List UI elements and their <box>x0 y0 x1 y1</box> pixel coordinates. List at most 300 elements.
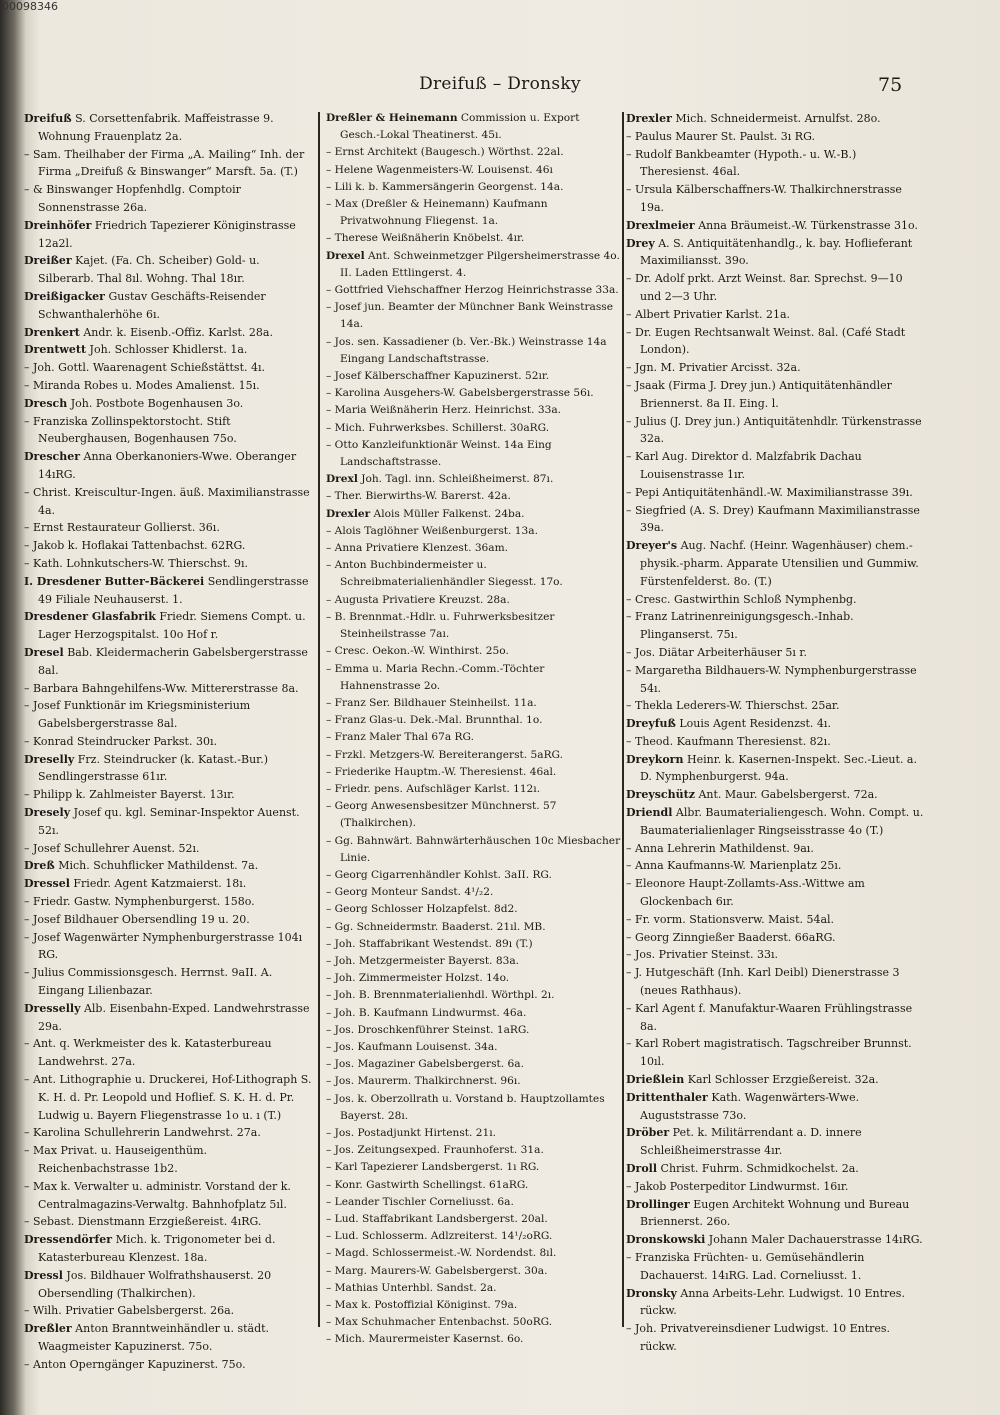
directory-entry <box>326 1159 622 1176</box>
directory-entry <box>326 1125 622 1142</box>
directory-entry <box>24 929 314 965</box>
directory-entry <box>326 1056 622 1073</box>
entry-details: Ant. Schweinmetzger Pilgersheimerstrasse 4o. II. Laden Ettlingerst. 4. <box>340 249 620 279</box>
directory-entry <box>24 146 314 182</box>
entry-details: – Anna Privatiere Klenzest. 36am. <box>326 542 509 555</box>
entry-details: Alois Müller Falkenst. 24ba. <box>373 507 525 520</box>
entry-surname: Dressl <box>24 1268 63 1282</box>
entry-surname: Dressendörfer <box>24 1233 113 1247</box>
directory-entry <box>24 395 314 413</box>
entry-surname: Drenkert <box>24 325 80 339</box>
entry-surname: Drexlmeier <box>626 218 695 232</box>
entry-details: – Lud. Staffabrikant Landsbergerst. 20al. <box>326 1213 548 1225</box>
directory-entry <box>626 413 924 449</box>
directory-entry <box>626 591 924 609</box>
entry-surname: Dreßler <box>24 1322 72 1336</box>
entry-details: – Georg Schlosser Holzapfelst. 8d2. <box>326 903 518 916</box>
directory-entry <box>626 644 924 662</box>
directory-entry <box>326 248 622 282</box>
entry-details: – Jgn. M. Privatier Arcisst. 32a. <box>626 361 801 375</box>
entry-surname: Drießlein <box>626 1073 685 1087</box>
entry-details: Anna Arbeits-Lehr. Ludwigst. 10 Entres. rückw. <box>640 1286 905 1318</box>
directory-entry <box>326 1177 622 1194</box>
directory-entry <box>326 987 622 1004</box>
directory-entry <box>326 781 622 798</box>
directory-entry <box>326 936 622 953</box>
directory-entry <box>326 1194 622 1211</box>
entry-details: A. S. Antiquitätenhandlg., k. bay. Hoflieferant Maximiliansst. 39o. <box>640 236 913 268</box>
directory-entry <box>24 537 314 555</box>
entry-details: – Jakob k. Hoflakai Tattenbachst. 62RG. <box>24 539 246 553</box>
directory-entry <box>326 1228 622 1245</box>
entry-details: Johann Maler Dachauerstrasse 14ıRG. <box>708 1233 923 1247</box>
entry-details: – Gg. Bahnwärt. Bahnwärterhäuschen 10c Miesbacher Linie. <box>326 834 621 864</box>
entry-surname: Dresel <box>24 645 64 659</box>
entry-details: – Jsaak (Firma J. Drey jun.) Antiquitätenhändler Briennerst. 8a II. Eing. l. <box>626 378 892 410</box>
entry-details: – Helene Wagenmeisters-W. Louisenst. 46ı <box>326 163 553 176</box>
entry-details: – Franz Maler Thal 67a RG. <box>326 731 474 744</box>
entry-details: Gustav Geschäfts-Reisender Schwanthalerhöhe 6ı. <box>38 289 266 321</box>
directory-entry <box>626 502 924 538</box>
directory-entry <box>326 162 622 179</box>
entry-details: – Miranda Robes u. Modes Amalienst. 15ı. <box>24 378 260 392</box>
entry-details: – Karl Agent f. Manufaktur-Waaren Frühlingstrasse 8a. <box>626 1001 913 1033</box>
entry-surname: I. Dresdener Butter-Bäckerei <box>24 574 205 588</box>
entry-details: – Pepi Antiquitätenhändl.-W. Maximilianstrasse 39ı. <box>626 485 913 499</box>
entry-details: Joh. Schlosser Khidlerst. 1a. <box>89 343 248 357</box>
entry-details: – Max Schuhmacher Entenbachst. 50oRG. <box>326 1316 553 1329</box>
directory-entry <box>326 523 622 540</box>
entry-details: – Jos. Droschkenführer Steinst. 1aRG. <box>326 1023 530 1036</box>
entry-details: Joh. Postbote Bogenhausen 3o. <box>70 396 244 410</box>
entry-details: Friedr. Siemens Compt. u. Lager Herzogspitalst. 10o Hof r. <box>38 610 306 642</box>
directory-entry <box>326 764 622 781</box>
entry-details: Kajet. (Fa. Ch. Scheiber) Gold- u. Silberarb. Thal 8ıl. Wohng. Thal 18ır. <box>38 254 260 286</box>
directory-entry <box>326 643 622 660</box>
directory-entry <box>326 488 622 505</box>
directory-entry <box>326 884 622 901</box>
entry-details: – Jos. Postadjunkt Hirtenst. 21ı. <box>326 1126 497 1139</box>
directory-entry <box>326 661 622 695</box>
directory-entry <box>24 1000 314 1036</box>
directory-entry <box>626 1035 924 1071</box>
entry-details: Mich. k. Trigonometer bei d. Katasterbureau Klenzest. 18a. <box>38 1233 276 1264</box>
directory-entry <box>24 804 314 840</box>
entry-details: – Margaretha Bildhauers-W. Nymphenburgerstrasse 54ı. <box>626 663 917 695</box>
entry-surname: Drollinger <box>626 1197 690 1211</box>
directory-entry <box>24 1035 314 1071</box>
entry-details: – Joh. B. Brennmaterialienhdl. Wörthpl. 2ı. <box>326 989 555 1002</box>
directory-entry <box>326 385 622 402</box>
directory-entry <box>326 1211 622 1228</box>
entry-details: – Sam. Theilhaber der Firma „A. Mailing“ Inh. der Firma „Dreifuß & Binswanger“ Marsft. 5a. (T.) <box>24 147 305 179</box>
directory-entry <box>326 110 622 144</box>
directory-entry <box>626 662 924 698</box>
entry-details: – Karl Aug. Direktor d. Malzfabrik Dachau Louisenstrasse 1ır. <box>626 450 862 481</box>
entry-details: – Georg Zinngießer Baaderst. 66aRG. <box>626 930 836 944</box>
entry-details: – Konr. Gastwirth Schellingst. 61aRG. <box>326 1178 529 1191</box>
entry-details: – Karolina Ausgehers-W. Gabelsbergerstrasse 56ı. <box>326 387 594 400</box>
entry-details: Anna Oberkanoniers-Wwe. Oberanger 14ıRG. <box>38 450 297 481</box>
directory-entry <box>626 1231 924 1249</box>
directory-entry <box>326 729 622 746</box>
page-number: 75 <box>878 74 903 96</box>
entry-details: – Siegfried (A. S. Drey) Kaufmann Maximilianstrasse 39a. <box>626 503 920 535</box>
entry-details: – Augusta Privatiere Kreuzst. 28a. <box>326 593 510 606</box>
directory-entry <box>326 471 622 488</box>
entry-details: – Franz Ser. Bildhauer Steinheilst. 11a. <box>326 696 537 709</box>
entry-details: – Gottfried Viehschaffner Herzog Heinrichstrasse 33a. <box>326 284 619 297</box>
entry-details: – Fr. vorm. Stationsverw. Maist. 54al. <box>626 912 835 926</box>
directory-entry <box>24 1320 314 1356</box>
directory-entry <box>24 786 314 804</box>
entry-details: – Josef Wagenwärter Nymphenburgerstrasse 104ı RG. <box>24 930 303 962</box>
entry-details: Friedrich Tapezierer Königinstrasse 12a2l. <box>38 218 296 250</box>
running-title: Dreifuß – Dronsky <box>419 74 581 94</box>
directory-entry <box>626 110 924 128</box>
entry-details: – Josef jun. Beamter der Münchner Bank Weinstrasse 14a. <box>326 301 614 331</box>
entry-surname: Dreselly <box>24 752 75 766</box>
directory-entry <box>326 867 622 884</box>
directory-entry <box>626 911 924 929</box>
entry-details: – Karl Robert magistratisch. Tagschreiber Brunnst. 10ıl. <box>626 1037 912 1069</box>
directory-entry <box>24 733 314 751</box>
directory-entry <box>626 804 924 840</box>
entry-details: – Friedr. pens. Aufschläger Karlst. 112ı. <box>326 782 541 795</box>
directory-entry <box>326 901 622 918</box>
directory-entry <box>626 697 924 715</box>
directory-entry <box>24 252 314 288</box>
directory-entry <box>626 929 924 947</box>
entry-surname: Drey <box>626 236 655 250</box>
directory-entry <box>24 1231 314 1267</box>
directory-entry <box>24 644 314 680</box>
entry-details: Mich. Schneidermeist. Arnulfst. 28o. <box>675 112 881 125</box>
entry-details: Alb. Eisenbahn-Exped. Landwehrstrasse 29a. <box>38 1001 310 1033</box>
directory-entry <box>326 144 622 161</box>
directory-entry <box>24 341 314 359</box>
directory-entry <box>24 857 314 875</box>
entry-details: Aug. Nachf. (Heinr. Wagenhäuser) chem.-physik.-pharm. Apparate Utensilien und Gummiw. Fürstenfelderst. 8o. (T.) <box>640 539 919 588</box>
entry-details: – Dr. Eugen Rechtsanwalt Weinst. 8al. (Café Stadt London). <box>626 325 906 357</box>
directory-entry <box>24 1213 314 1231</box>
entry-details: Josef qu. kgl. Seminar-Inspektor Auenst. 52ı. <box>38 806 300 837</box>
directory-entry <box>24 680 314 698</box>
directory-entry <box>626 1071 924 1089</box>
entry-details: – Josef Funktionär im Kriegsministerium Gabelsbergerstrasse 8al. <box>24 699 251 731</box>
directory-entry <box>24 840 314 858</box>
entry-surname: Drescher <box>24 450 81 464</box>
entry-details: – Anna Kaufmanns-W. Marienplatz 25ı. <box>626 859 842 873</box>
directory-entry <box>626 1285 924 1321</box>
directory-entry <box>626 1089 924 1125</box>
entry-surname: Drittenthaler <box>626 1090 708 1104</box>
entry-details: Pet. k. Militärrendant a. D. innere Schleißheimerstrasse 4ır. <box>640 1126 862 1158</box>
directory-entry <box>326 1039 622 1056</box>
directory-entry <box>326 179 622 196</box>
directory-entry <box>326 712 622 729</box>
entry-details: Albr. Baumaterialiengesch. Wohn. Compt. u. Baumaterialienlager Ringseisstrasse 4o (T.) <box>640 806 924 837</box>
directory-entry <box>326 540 622 557</box>
directory-entry <box>326 1142 622 1159</box>
entry-details: – Emma u. Maria Rechn.-Comm.-Töchter Hahnenstrasse 2o. <box>326 662 545 692</box>
entry-details: – Lili k. b. Kammersängerin Georgenst. 14a. <box>326 180 564 193</box>
directory-entry <box>626 128 924 146</box>
entry-details: – Jakob Posterpeditor Lindwurmst. 16ır. <box>626 1179 849 1193</box>
entry-details: – Max k. Postoffizial Königinst. 79a. <box>326 1299 518 1312</box>
directory-entry <box>626 448 924 484</box>
entry-details: – Lud. Schlosserm. Adlzreiterst. 14¹/₂oRG. <box>326 1230 553 1243</box>
directory-entry <box>24 413 314 449</box>
directory-entry <box>326 798 622 832</box>
entry-details: Frz. Steindrucker (k. Katast.-Bur.) Sendlingerstrasse 61ır. <box>38 752 268 784</box>
entry-details: – Georg Anwesensbesitzer Münchnerst. 57 (Thalkirchen). <box>326 800 557 830</box>
entry-details: – Leander Tischler Corneliusst. 6a. <box>326 1195 514 1208</box>
entry-details: – J. Hutgeschäft (Inh. Karl Deibl) Dienerstrasse 3 (neues Rathhaus). <box>626 966 900 998</box>
directory-entry <box>24 1302 314 1320</box>
directory-entry <box>326 1297 622 1314</box>
directory-entry <box>24 484 314 520</box>
directory-entry <box>326 402 622 419</box>
entry-surname: Dreyfuß <box>626 717 676 731</box>
entry-surname: Dreyer's <box>626 539 678 553</box>
entry-details: – Joh. B. Kaufmann Lindwurmst. 46a. <box>326 1006 527 1019</box>
directory-entry <box>24 964 314 1000</box>
page-id: 00098346 <box>2 0 58 13</box>
entry-details: – Mich. Maurermeister Kasernst. 6o. <box>326 1333 524 1346</box>
entry-details: – Gg. Schneidermstr. Baaderst. 21ıl. MB. <box>326 920 546 933</box>
entry-details: – Jos. Privatier Steinst. 33ı. <box>626 948 778 962</box>
directory-entry <box>326 1331 622 1348</box>
entry-details: Jos. Bildhauer Wolfrathshauserst. 20 Obersendling (Thalkirchen). <box>38 1268 272 1300</box>
directory-entry <box>326 592 622 609</box>
entry-details: – Ernst Architekt (Baugesch.) Wörthst. 22al. <box>326 146 564 159</box>
entry-details: Ant. Maur. Gabelsbergerst. 72a. <box>698 788 878 802</box>
directory-entry <box>626 146 924 182</box>
directory-entry <box>326 368 622 385</box>
entry-details: – Konrad Steindrucker Parkst. 30ı. <box>24 734 217 748</box>
directory-entry <box>326 420 622 437</box>
directory-entry <box>626 484 924 502</box>
directory-entry <box>626 786 924 804</box>
entry-details: – Karl Tapezierer Landsbergerst. 1ı RG. <box>326 1161 540 1174</box>
directory-entry <box>326 282 622 299</box>
directory-entry <box>626 733 924 751</box>
entry-details: – Anna Lehrerin Mathildenst. 9aı. <box>626 841 814 855</box>
entry-details: – Philipp k. Zahlmeister Bayerst. 13ır. <box>24 788 235 802</box>
entry-surname: Dressel <box>24 877 70 891</box>
entry-details: Sendlingerstrasse 49 Filiale Neuhauserst. 1. <box>38 574 309 606</box>
directory-entry <box>24 893 314 911</box>
directory-entry <box>626 946 924 964</box>
directory-entry <box>626 270 924 306</box>
directory-entry <box>626 875 924 911</box>
entry-details: – Ant. Lithographie u. Druckerei, Hof-Lithograph S. K. H. d. Pr. Leopold und Hoflief. S. K. H. d. Pr. Ludwig u. Bayern Fliegenstrasse 1o u. ı (T.) <box>24 1073 312 1122</box>
entry-details: Andr. k. Eisenb.-Offiz. Karlst. 28a. <box>83 325 273 339</box>
entry-details: Anna Bräumeist.-W. Türkenstrasse 31o. <box>698 218 918 232</box>
entry-details: – Thekla Lederers-W. Thierschst. 25ar. <box>626 699 840 713</box>
entry-details: Christ. Fuhrm. Schmidkochelst. 2a. <box>660 1162 859 1176</box>
directory-entry <box>24 448 314 484</box>
entry-details: – B. Brennmat.-Hdlr. u. Fuhrwerksbesitzer Steinheilstrasse 7aı. <box>326 610 555 641</box>
entry-details: – Cresc. Oekon.-W. Winthirst. 25o. <box>326 645 509 658</box>
directory-entry <box>24 1071 314 1124</box>
entry-details: Kath. Wagenwärters-Wwe. Auguststrasse 73o. <box>640 1090 860 1122</box>
entry-details: – Anton Operngänger Kapuzinerst. 75o. <box>24 1357 246 1371</box>
entry-details: – Joh. Staffabrikant Westendst. 89ı (T.) <box>326 937 533 950</box>
entry-surname: Dresely <box>24 806 71 820</box>
entry-details: Louis Agent Residenzst. 4ı. <box>679 717 831 731</box>
directory-column-1 <box>24 110 314 1380</box>
entry-details: – Jos. Maurerm. Thalkirchnerst. 96ı. <box>326 1075 521 1088</box>
directory-entry <box>326 299 622 333</box>
entry-surname: Dreifuß <box>24 112 72 125</box>
entry-details: – Wilh. Privatier Gabelsbergerst. 26a. <box>24 1304 235 1318</box>
entry-details: – Karolina Schullehrerin Landwehrst. 27a. <box>24 1126 261 1140</box>
entry-details: – Georg Monteur Sandst. 4¹/₂2. <box>326 886 494 899</box>
entry-details: – Eleonore Haupt-Zollamts-Ass.-Wittwe am Glockenbach 6ır. <box>626 877 865 909</box>
entry-details: – Max (Dreßler & Heinemann) Kaufmann Privatwohnung Fliegenst. 1a. <box>326 198 548 228</box>
entry-details: – Franziska Früchten- u. Gemüsehändlerin Dachauerst. 14ıRG. Lad. Corneliusst. 1. <box>626 1251 865 1282</box>
entry-details: – Josef Kälberschaffner Kapuzinerst. 52ır. <box>326 370 550 383</box>
directory-entry <box>626 1160 924 1178</box>
directory-entry <box>24 324 314 342</box>
entry-details: – Jos. sen. Kassadiener (b. Ver.-Bk.) Weinstrasse 14a Eingang Landschaftstrasse. <box>326 335 607 365</box>
directory-entry <box>326 334 622 368</box>
directory-entry <box>326 196 622 230</box>
directory-entry <box>24 519 314 537</box>
entry-details: – Jos. Kaufmann Louisenst. 34a. <box>326 1040 498 1053</box>
entry-details: Commission u. Export Gesch.-Lokal Theatinerst. 45ı. <box>340 112 580 142</box>
entry-surname: Dresch <box>24 396 68 410</box>
directory-entry <box>626 377 924 413</box>
directory-entry <box>24 555 314 573</box>
directory-entry <box>326 1314 622 1331</box>
directory-entry <box>24 1124 314 1142</box>
column-divider <box>622 112 624 1327</box>
entry-details: – Jos. Diätar Arbeiterhäuser 5ı r. <box>626 645 807 659</box>
directory-entry <box>326 970 622 987</box>
entry-surname: Drexel <box>326 249 365 262</box>
entry-details: – Christ. Kreiscultur-Ingen. äuß. Maximilianstrasse 4a. <box>24 485 310 517</box>
entry-details: – Therese Weißnäherin Knöbelst. 4ır. <box>326 232 525 245</box>
entry-details: S. Corsettenfabrik. Maffeistrasse 9. Wohnung Frauenplatz 2a. <box>38 112 274 143</box>
entry-details: – Sebast. Dienstmann Erzgießereist. 4ıRG. <box>24 1215 262 1229</box>
directory-entry <box>626 1320 924 1356</box>
directory-entry <box>326 1073 622 1090</box>
directory-entry <box>626 1124 924 1160</box>
entry-surname: Dröber <box>626 1126 670 1140</box>
entry-details: – Franz Latrinenreinigungsgesch.-Inhab. Plinganserst. 75ı. <box>626 610 854 642</box>
entry-details: – Rudolf Bankbeamter (Hypoth.- u. W.-B.) Theresienst. 46al. <box>626 147 857 179</box>
directory-entry <box>326 833 622 867</box>
entry-details: – Paulus Maurer St. Paulst. 3ı RG. <box>626 129 815 143</box>
directory-entry <box>326 1245 622 1262</box>
entry-details: – Franz Glas-u. Dek.-Mal. Brunnthal. 1o. <box>326 714 543 727</box>
directory-entry <box>24 1178 314 1214</box>
entry-details: – Cresc. Gastwirthin Schloß Nymphenbg. <box>626 592 857 606</box>
entry-details: – Kath. Lohnkutschers-W. Thierschst. 9ı. <box>24 556 249 570</box>
directory-entry <box>24 697 314 733</box>
directory-entry <box>24 359 314 377</box>
directory-entry <box>626 715 924 733</box>
entry-details: – Franziska Zollinspektorstocht. Stift Neuberghausen, Bogenhausen 75o. <box>24 414 237 446</box>
entry-details: – Jos. Magaziner Gabelsbergerst. 6a. <box>326 1058 524 1071</box>
entry-surname: Dreyschütz <box>626 788 695 802</box>
entry-details: Bab. Kleidermacherin Gabelsbergerstrasse 8al. <box>38 645 308 677</box>
entry-details: – Georg Cigarrenhändler Kohlst. 3aII. RG. <box>326 868 552 881</box>
directory-entry <box>24 217 314 253</box>
entry-details: – Frzkl. Metzgers-W. Bereiterangerst. 5aRG. <box>326 748 564 761</box>
entry-details: – Barbara Bahngehilfens-Ww. Mittererstrasse 8a. <box>24 681 299 695</box>
entry-details: – Joh. Zimmermeister Holzst. 14o. <box>326 972 510 985</box>
entry-details: – Jos. k. Oberzollrath u. Vorstand b. Hauptzollamtes Bayerst. 28ı. <box>326 1092 605 1122</box>
directory-entry <box>24 875 314 893</box>
directory-entry <box>626 964 924 1000</box>
directory-entry <box>626 359 924 377</box>
entry-details: Eugen Architekt Wohnung und Bureau Briennerst. 26o. <box>640 1197 910 1229</box>
entry-surname: Drentwett <box>24 343 87 357</box>
directory-entry <box>24 1142 314 1178</box>
directory-column-2 <box>326 110 622 1380</box>
entry-details: – Jos. Zeitungsexped. Fraunhoferst. 31a. <box>326 1144 544 1157</box>
directory-entry <box>626 235 924 271</box>
entry-surname: Dronsky <box>626 1286 677 1300</box>
directory-entry <box>24 110 314 146</box>
directory-entry <box>326 557 622 591</box>
entry-surname: Drexler <box>326 507 371 520</box>
entry-surname: Dresdener Glasfabrik <box>24 610 156 624</box>
entry-details: – Theod. Kaufmann Theresienst. 82ı. <box>626 734 831 748</box>
directory-entry <box>626 840 924 858</box>
entry-details: – Ant. q. Werkmeister des k. Katasterbureau Landwehrst. 27a. <box>24 1037 272 1069</box>
entry-surname: Dreinhöfer <box>24 218 92 232</box>
directory-entry <box>326 506 622 523</box>
directory-entry <box>24 573 314 609</box>
entry-details: Karl Schlosser Erzgießereist. 32a. <box>687 1073 879 1087</box>
directory-entry <box>626 181 924 217</box>
entry-details: – Alois Taglöhner Weißenburgerst. 13a. <box>326 524 538 537</box>
entry-surname: Dreßler & Heinemann <box>326 112 458 124</box>
entry-details: – Ursula Kälberschaffners-W. Thalkirchnerstrasse 19a. <box>626 183 902 214</box>
entry-details: – Marg. Maurers-W. Gabelsbergerst. 30a. <box>326 1264 548 1277</box>
directory-entry <box>326 437 622 471</box>
entry-details: – Magd. Schlossermeist.-W. Nordendst. 8ıl. <box>326 1247 557 1260</box>
entry-details: – Albert Privatier Karlst. 21a. <box>626 307 791 321</box>
directory-entry <box>626 857 924 875</box>
directory-entry <box>24 1356 314 1374</box>
entry-details: – Friederike Hauptm.-W. Theresienst. 46al. <box>326 765 557 778</box>
entry-details: – Ther. Bierwirths-W. Barerst. 42a. <box>326 490 511 503</box>
entry-details: – Mathias Unterhbl. Sandst. 2a. <box>326 1281 497 1294</box>
entry-surname: Drexler <box>626 112 672 125</box>
directory-entry <box>326 1022 622 1039</box>
directory-entry <box>326 919 622 936</box>
entry-details: – Joh. Gottl. Waarenagent Schießstättst. 4ı. <box>24 361 265 375</box>
directory-entry <box>24 181 314 217</box>
entry-details: – Anton Buchbindermeister u. Schreibmaterialienhändler Siegesst. 17o. <box>326 559 563 589</box>
entry-details: – Max Privat. u. Hauseigenthüm. Reichenbachstrasse 1b2. <box>24 1144 208 1176</box>
entry-details: Friedr. Agent Katzmaierst. 18ı. <box>73 877 247 891</box>
entry-surname: Driendl <box>626 806 673 820</box>
entry-details: Heinr. k. Kasernen-Inspekt. Sec.-Lieut. a. D. Nymphenburgerst. 94a. <box>640 752 917 784</box>
entry-details: – Max k. Verwalter u. administr. Vorstand der k. Centralmagazins-Verwaltg. Bahnhofplatz 5ıl. <box>24 1179 291 1211</box>
entry-surname: Dronskowski <box>626 1233 706 1247</box>
entry-surname: Dreykorn <box>626 752 684 766</box>
entry-details: – & Binswanger Hopfenhdlg. Comptoir Sonnenstrasse 26a. <box>24 183 241 214</box>
directory-entry <box>626 1196 924 1232</box>
entry-details: – Friedr. Gastw. Nymphenburgerst. 158o. <box>24 895 255 909</box>
